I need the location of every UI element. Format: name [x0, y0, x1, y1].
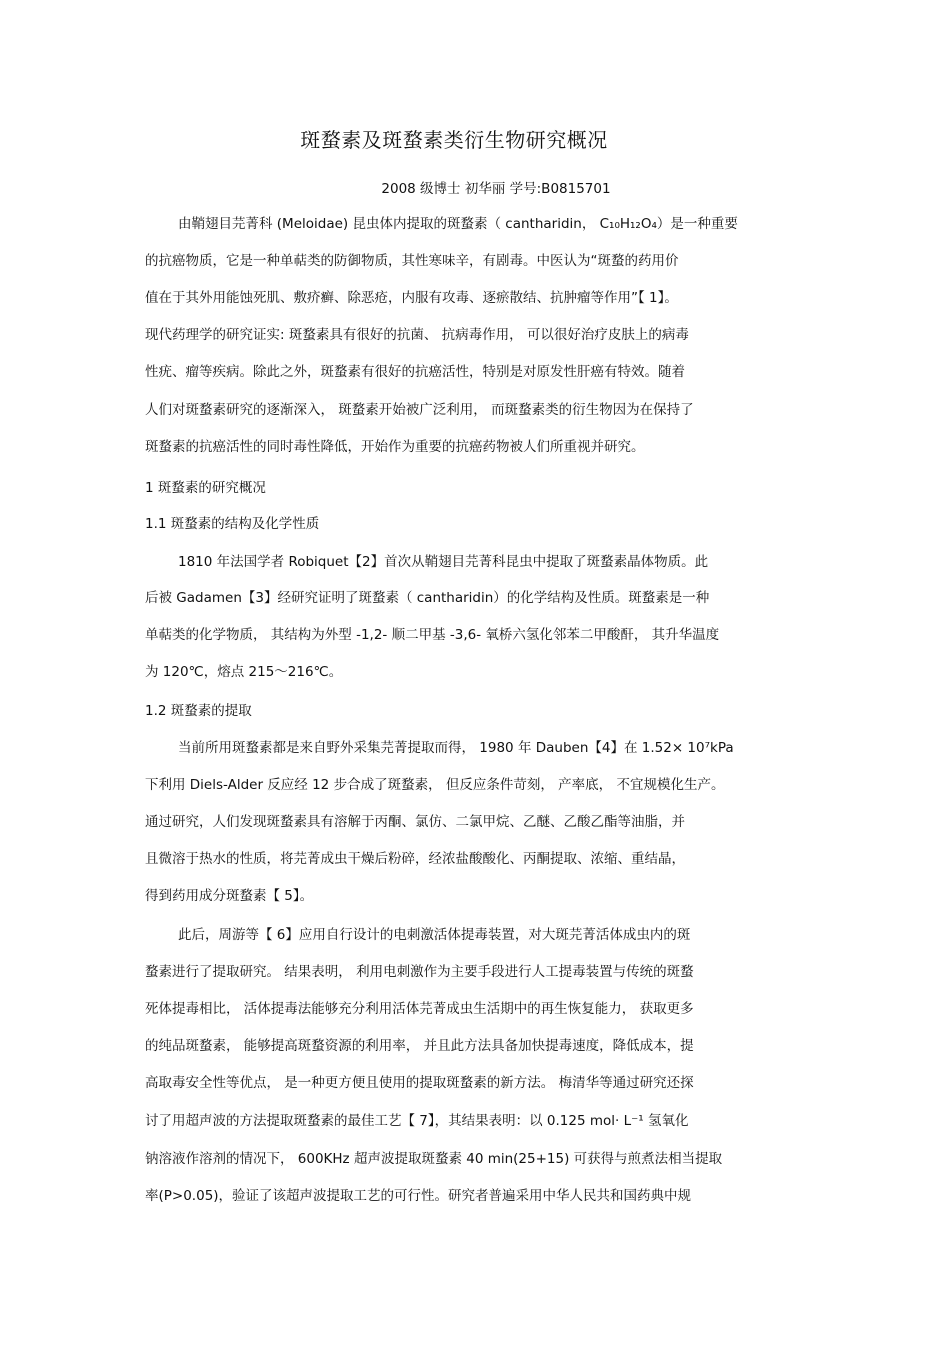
paragraph-line: 高取毒安全性等优点， 是一种更方便且使用的提取斑蝥素的新方法。 梅清华等通过研究还探	[145, 1075, 694, 1091]
paragraph-line: 由鞘翅目芫菁科 (Meloidae) 昆虫体内提取的斑蝥素（ cantharidin， C₁₀H₁₂O₄）是一种重要	[178, 216, 738, 232]
paragraph-line: 现代药理学的研究证实: 斑蝥素具有很好的抗菌、 抗病毒作用， 可以很好治疗皮肤上的病毒	[145, 327, 689, 343]
paragraph-line: 人们对斑蝥素研究的逐渐深入， 斑蝥素开始被广泛利用， 而斑蝥素类的衍生物因为在保持了	[145, 402, 694, 418]
paragraph-line: 性疣、瘤等疾病。除此之外，斑蝥素有很好的抗癌活性，特别是对原发性肝癌有特效。随着	[145, 364, 685, 380]
author-line: 2008 级博士 初华丽 学号:B0815701	[381, 181, 611, 197]
paragraph-line: 的抗癌物质，它是一种单萜类的防御物质，其性寒味辛，有剧毒。中医认为“斑蝥的药用价	[145, 253, 679, 269]
paragraph-line: 通过研究，人们发现斑蝥素具有溶解于丙酮、氯仿、二氯甲烷、乙醚、乙酸乙酯等油脂，并	[145, 814, 685, 830]
paragraph-line: 钠溶液作溶剂的情况下， 600KHz 超声波提取斑蝥素 40 min(25+15) 可获得与煎煮法相当提取	[145, 1151, 723, 1167]
paragraph-line: 下利用 Diels-Alder 反应经 12 步合成了斑蝥素， 但反应条件苛刻， 产率底， 不宜规模化生产。	[145, 777, 725, 793]
paragraph-line: 讨了用超声波的方法提取斑蝥素的最佳工艺【 7】，其结果表明：以 0.125 mol· L⁻¹ 氢氧化	[145, 1113, 689, 1129]
paragraph-line: 此后，周游等【 6】应用自行设计的电刺激活体提毒装置，对大斑芫菁活体成虫内的斑	[178, 927, 691, 943]
document-title: 斑蝥素及斑蝥素类衍生物研究概况	[300, 128, 608, 152]
paragraph-line: 且微溶于热水的性质，将芫菁成虫干燥后粉碎，经浓盐酸酸化、丙酮提取、浓缩、重结晶，	[145, 851, 685, 867]
paragraph-line: 值在于其外用能蚀死肌、敷疥癣、除恶疮，内服有攻毒、逐瘀散结、抗肿瘤等作用”【 1】。	[145, 290, 678, 306]
paragraph-line: 单萜类的化学物质， 其结构为外型 -1,2- 顺二甲基 -3,6- 氧桥六氢化邻苯二甲酸酐， 其升华温度	[145, 627, 720, 643]
paragraph-line: 后被 Gadamen【3】经研究证明了斑蝥素（ cantharidin）的化学结构及性质。斑蝥素是一种	[145, 590, 710, 606]
subsection-heading: 1.2 斑蝥素的提取	[145, 703, 252, 719]
paragraph-line: 当前所用斑蝥素都是来自野外采集芫菁提取而得， 1980 年 Dauben【4】在 1.52× 10⁷kPa	[178, 740, 734, 756]
section-heading: 1 斑蝥素的研究概况	[145, 480, 266, 496]
paragraph-line: 的纯品斑蝥素， 能够提高斑蝥资源的利用率， 并且此方法具备加快提毒速度，降低成本，提	[145, 1038, 694, 1054]
paragraph-line: 率(P>0.05)，验证了该超声波提取工艺的可行性。研究者普遍采用中华人民共和国药典中规	[145, 1188, 692, 1204]
paragraph-line: 死体提毒相比， 活体提毒法能够充分利用活体芫菁成虫生活期中的再生恢复能力， 获取更多	[145, 1001, 694, 1017]
paragraph-line: 1810 年法国学者 Robiquet【2】首次从鞘翅目芫菁科昆虫中提取了斑蝥素晶体物质。此	[178, 554, 709, 570]
subsection-heading: 1.1 斑蝥素的结构及化学性质	[145, 516, 320, 532]
paragraph-line: 蝥素进行了提取研究。 结果表明， 利用电刺激作为主要手段进行人工提毒装置与传统的斑蝥	[145, 964, 694, 980]
paragraph-line: 得到药用成分斑蝥素【 5】。	[145, 888, 314, 904]
paragraph-line: 斑蝥素的抗癌活性的同时毒性降低，开始作为重要的抗癌药物被人们所重视并研究。	[145, 439, 645, 455]
paragraph-line: 为 120℃，熔点 215～216℃。	[145, 664, 343, 680]
